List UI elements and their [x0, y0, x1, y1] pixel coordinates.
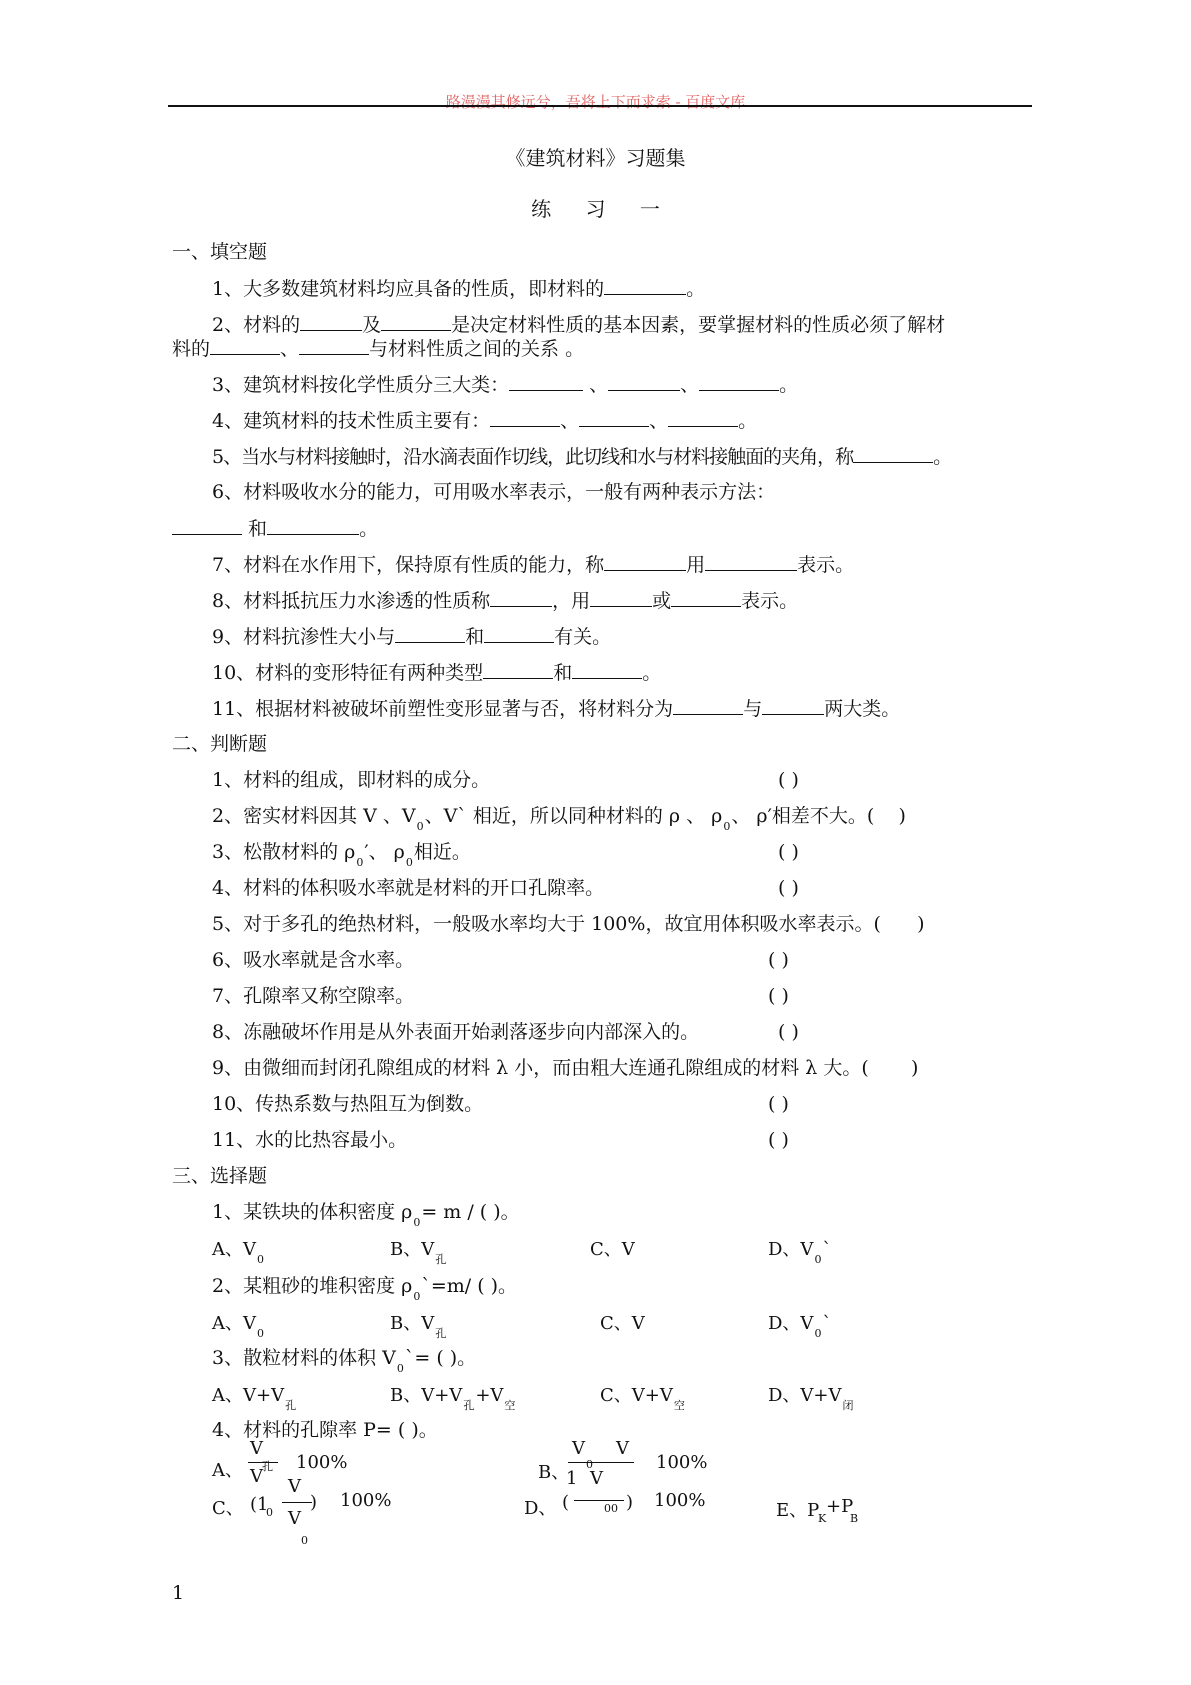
blank[interactable] [699, 372, 779, 391]
blank[interactable] [604, 276, 686, 295]
blank[interactable] [762, 696, 824, 715]
judge-question-9: 9、由微细而封闭孔隙组成的材料 λ 小，而由粗大连通孔隙组成的材料 λ 大。( ) [212, 1057, 919, 1079]
choice-3-option-c[interactable]: C、$V+V_空$ [600, 1385, 685, 1412]
fill-question-11: 11、根据材料被破坏前塑性变形显著与否，将材料分为 与 两大类。 [212, 698, 901, 720]
blank[interactable] [395, 624, 465, 643]
blank[interactable] [509, 372, 583, 391]
choice-3-option-a[interactable]: A、$V+V_孔$ [212, 1385, 297, 1412]
answer-paren-close[interactable]: ) [911, 1057, 919, 1079]
choice-1-option-b[interactable]: B、$V_孔$ [390, 1239, 447, 1266]
blank[interactable] [705, 552, 797, 571]
choice-2-option-d[interactable]: D、$V_0`$ [768, 1313, 832, 1340]
fraction-bar [574, 1500, 624, 1501]
judge-question-8: 8、冻融破坏作用是从外表面开始剥落逐步向内部深入的。 [212, 1021, 700, 1043]
answer-paren[interactable]: ( ) [778, 1021, 799, 1043]
fill-question-2: 2、材料的 及 是决定材料性质的基本因素，要掌握材料的性质必须了解材 [212, 314, 946, 336]
blank[interactable] [572, 660, 642, 679]
fill-question-6-cont: 和 。 [172, 516, 378, 541]
fill-question-9: 9、材料抗渗性大小与 和 有关。 [212, 626, 612, 648]
judge-question-2: 2、密实材料因其 V 、$V_0$、V` 相近，所以同种材料的 ρ 、 $\rho_0$、 ρ′相差不大。( ) [212, 805, 906, 833]
blank[interactable] [853, 444, 933, 463]
blank[interactable] [673, 696, 743, 715]
answer-paren[interactable]: ( ) [778, 769, 799, 791]
answer-paren[interactable]: ( ) [778, 841, 799, 863]
blank[interactable] [668, 408, 738, 427]
fill-question-5: 5、当水与材料接触时，沿水滴表面作切线，此切线和水与材料接触面的夹角，称 。 [212, 446, 952, 468]
blank[interactable] [490, 588, 552, 607]
answer-paren-close[interactable]: ) [898, 805, 906, 827]
blank[interactable] [579, 408, 649, 427]
answer-paren-close[interactable]: ) [917, 913, 925, 935]
blank[interactable] [608, 372, 680, 391]
choice-question-3: 3、散粒材料的体积 $V_0`=$ ( )。 [212, 1347, 477, 1375]
judge-question-10: 10、传热系数与热阻互为倒数。 [212, 1093, 484, 1115]
judge-question-5: 5、对于多孔的绝热材料，一般吸水率均大于 100%，故宜用体积吸水率表示。( ) [212, 913, 925, 935]
fill-question-4: 4、建筑材料的技术性质主要有： 、 、 。 [212, 410, 758, 432]
blank[interactable] [299, 336, 369, 355]
judge-question-6: 6、吸水率就是含水率。 [212, 949, 415, 971]
section-heading-judge: 二、判断题 [172, 733, 268, 755]
fill-question-8: 8、材料抵抗压力水渗透的性质称 ，用 或 表示。 [212, 590, 799, 612]
choice-2-option-b[interactable]: B、$V_孔$ [390, 1313, 447, 1340]
header-watermark: 路漫漫其修远兮，吾将上下而求索 - 百度文库 [445, 93, 746, 111]
blank[interactable] [381, 312, 451, 331]
section-heading-fill: 一、填空题 [172, 241, 268, 263]
choice-question-4: 4、材料的孔隙率 P= ( )。 [212, 1419, 438, 1441]
answer-paren[interactable]: ( ) [768, 985, 789, 1007]
fraction-bar [282, 1502, 312, 1503]
choice-1-option-a[interactable]: A、$V_0$ [212, 1239, 264, 1266]
blank[interactable] [172, 516, 242, 535]
blank[interactable] [484, 624, 554, 643]
page-number: 1 [172, 1582, 185, 1604]
judge-question-1: 1、材料的组成，即材料的成分。 [212, 769, 491, 791]
choice-1-option-c[interactable]: C、V [590, 1239, 635, 1260]
fill-question-2-cont: 料的 、 与材料性质之间的关系 。 [172, 338, 585, 360]
fraction-bar [248, 1462, 278, 1463]
answer-paren[interactable]: ( ) [768, 949, 789, 971]
blank[interactable] [604, 552, 686, 571]
blank[interactable] [210, 336, 280, 355]
fill-question-1: 1、大多数建筑材料均应具备的性质，即材料的 。 [212, 278, 706, 300]
blank[interactable] [300, 312, 362, 331]
choice-2-option-c[interactable]: C、V [600, 1313, 645, 1334]
fill-question-10: 10、材料的变形特征有两种类型 和 。 [212, 662, 662, 684]
blank[interactable] [483, 660, 553, 679]
choice-2-option-a[interactable]: A、$V_0$ [212, 1313, 264, 1340]
judge-question-7: 7、孔隙率又称空隙率。 [212, 985, 415, 1007]
document-subtitle: 练 习 一 [531, 197, 674, 221]
fill-question-6: 6、材料吸收水分的能力，可用吸水率表示，一般有两种表示方法： [212, 481, 776, 503]
answer-paren[interactable]: ( ) [768, 1093, 789, 1115]
blank[interactable] [267, 516, 359, 535]
document-title: 《建筑材料》习题集 [505, 146, 686, 170]
fill-question-7: 7、材料在水作用下，保持原有性质的能力，称 用 表示。 [212, 554, 855, 576]
header-rule [168, 105, 1032, 107]
judge-question-11: 11、水的比热容最小。 [212, 1129, 408, 1151]
blank[interactable] [490, 408, 560, 427]
section-heading-choice: 三、选择题 [172, 1165, 268, 1187]
choice-3-option-d[interactable]: D、$V+V_闭$ [768, 1385, 854, 1412]
choice-question-2: 2、某粗砂的堆积密度 $\rho_0`=m/$ ( )。 [212, 1275, 518, 1303]
choice-question-1: 1、某铁块的体积密度 $\rho_0= m$ / ( )。 [212, 1201, 520, 1229]
blank[interactable] [590, 588, 652, 607]
judge-question-4: 4、材料的体积吸水率就是材料的开口孔隙率。 [212, 877, 605, 899]
fill-question-3: 3、建筑材料按化学性质分三大类： 、 、 。 [212, 374, 799, 396]
judge-question-3: 3、松散材料的 $\rho_0'$、 $\rho_0$相近。 [212, 841, 471, 869]
blank[interactable] [671, 588, 741, 607]
answer-paren[interactable]: ( ) [778, 877, 799, 899]
choice-1-option-d[interactable]: D、$V_0`$ [768, 1239, 832, 1266]
choice-3-option-b[interactable]: B、$V+V_孔+V_空$ [390, 1385, 516, 1412]
fraction-bar [568, 1462, 634, 1463]
answer-paren[interactable]: ( ) [768, 1129, 789, 1151]
